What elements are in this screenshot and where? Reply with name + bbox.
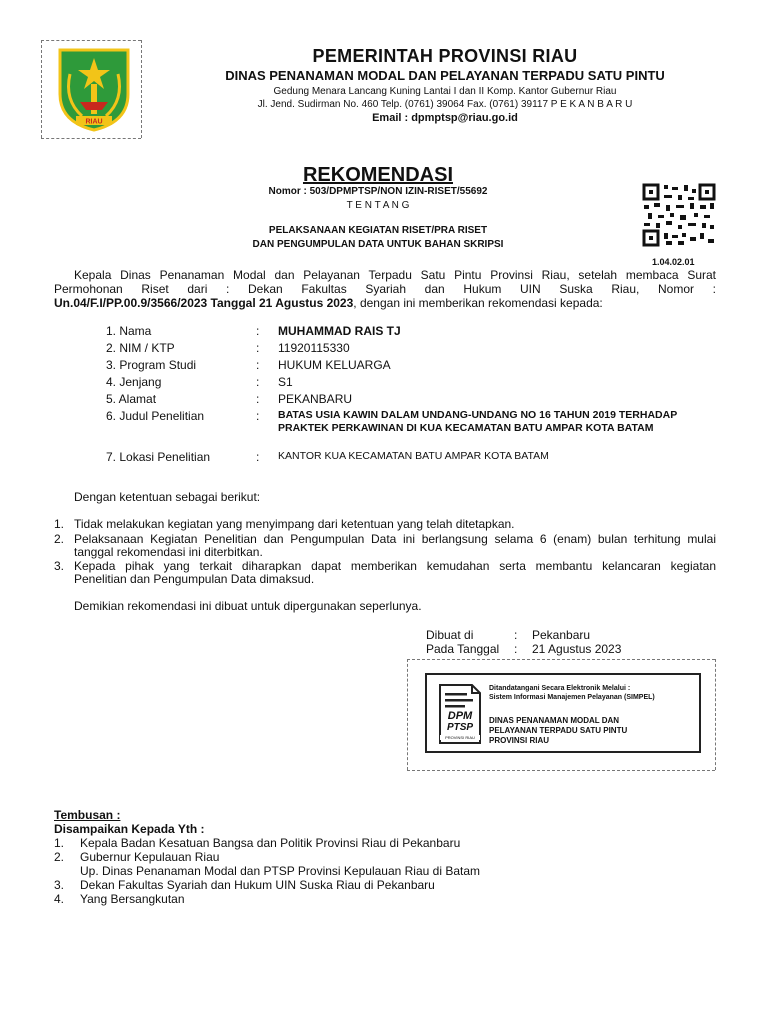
address-line-2: Jl. Jend. Sudirman No. 460 Telp. (0761) 39064 Fax. (0761) 39117 P E K A N B A R U <box>257 99 633 110</box>
tembusan-subtitle: Disampaikan Kepada Yth : <box>54 822 205 836</box>
office-line-3: PROVINSI RIAU <box>489 736 550 745</box>
detail-value-judul-line-2: PRAKTEK PERKAWINAN DI KUA KECAMATAN BATU AMPAR KOTA BATAM <box>278 422 654 434</box>
condition-text: Pelaksanaan Kegiatan Penelitian dan Pengumpulan Data ini berlangsung selama 6 (enam) bulan terhitung mulai <box>74 532 716 546</box>
date-colon: : <box>514 642 518 656</box>
tembusan-item: Kepala Badan Kesatuan Bangsa dan Politik Provinsi Riau di Pekanbaru <box>80 836 461 850</box>
detail-value-program-studi: HUKUM KELUARGA <box>278 358 391 372</box>
email-line: Email : dpmptsp@riau.go.id <box>372 112 518 124</box>
subject-line-1: PELAKSANAAN KEGIATAN RISET/PRA RISET <box>268 225 488 236</box>
condition-number: 3. <box>54 559 65 573</box>
condition-text-continued: tanggal rekomendasi ini diterbitkan. <box>74 545 263 559</box>
frame-line <box>41 40 42 138</box>
tembusan-item: Gubernur Kepulauan Riau <box>80 850 220 864</box>
place-label: Dibuat di <box>426 628 474 642</box>
detail-label-program-studi: 3. Program Studi <box>106 358 197 372</box>
place-colon: : <box>514 628 518 642</box>
detail-value-judul-line-1: BATAS USIA KAWIN DALAM UNDANG-UNDANG NO 16 TAHUN 2019 TERHADAP <box>278 409 678 421</box>
qr-code-label: 1.04.02.01 <box>652 257 695 267</box>
esign-line-2: Sistem Informasi Manajemen Pelayanan (SIMPEL) <box>489 694 655 701</box>
office-line-1: DINAS PENANAMAN MODAL DAN <box>489 716 620 725</box>
tembusan-item-continued: Up. Dinas Penanaman Modal dan PTSP Provinsi Kepulauan Riau di Batam <box>80 864 481 878</box>
closing-statement: Demikian rekomendasi ini dibuat untuk dipergunakan seperlunya. <box>74 599 422 613</box>
detail-label-alamat: 5. Alamat <box>106 392 157 406</box>
ptsp-logo-text: PTSP <box>441 723 479 733</box>
date-value: 21 Agustus 2023 <box>532 642 622 656</box>
agency-name: DINAS PENANAMAN MODAL DAN PELAYANAN TERPADU SATU PINTU <box>225 68 665 83</box>
detail-value-jenjang: S1 <box>278 375 293 389</box>
detail-value-nama: MUHAMMAD RAIS TJ <box>278 324 401 338</box>
tembusan-title: Tembusan : <box>54 808 121 822</box>
condition-number: 1. <box>54 517 65 531</box>
detail-value-lokasi: KANTOR KUA KECAMATAN BATU AMPAR KOTA BATAM <box>278 450 549 462</box>
detail-colon: : <box>256 341 260 355</box>
qr-code-icon <box>642 183 716 247</box>
frame-line <box>407 659 715 660</box>
detail-colon: : <box>256 409 260 423</box>
intro-line-3-rest: , dengan ini memberikan rekomendasi kepada: <box>353 296 603 310</box>
tembusan-number: 1. <box>54 836 65 850</box>
frame-line <box>407 770 715 771</box>
reference-letter-number: Un.04/F.I/PP.00.9/3566/2023 Tanggal 21 Agustus 2023 <box>54 296 354 310</box>
frame-line <box>407 659 408 770</box>
tembusan-number: 3. <box>54 878 65 892</box>
detail-value-alamat: PEKANBARU <box>278 392 353 406</box>
frame-line <box>41 138 141 139</box>
place-value: Pekanbaru <box>532 628 591 642</box>
dpm-logo-text: DPM <box>441 711 479 722</box>
frame-line <box>141 40 142 138</box>
tembusan-item: Dekan Fakultas Syariah dan Hukum UIN Suska Riau di Pekanbaru <box>80 878 435 892</box>
condition-number: 2. <box>54 532 65 546</box>
document-number: Nomor : 503/DPMPTSP/NON IZIN-RISET/55692 <box>268 186 488 197</box>
frame-line <box>41 40 141 41</box>
detail-label-nim: 2. NIM / KTP <box>106 341 175 355</box>
conditions-intro: Dengan ketentuan sebagai berikut: <box>74 490 261 504</box>
condition-text: Tidak melakukan kegiatan yang menyimpang dari ketentuan yang telah ditetapkan. <box>74 517 515 531</box>
detail-label-judul: 6. Judul Penelitian <box>106 409 205 423</box>
tentang-label: T E N T A N G <box>346 200 410 211</box>
tembusan-number: 2. <box>54 850 65 864</box>
detail-label-jenjang: 4. Jenjang <box>106 375 162 389</box>
logo-caption: PROVINSI RIAU <box>440 735 480 740</box>
address-line-1: Gedung Menara Lancang Kuning Lantai I dan II Komp. Kantor Gubernur Riau <box>273 86 617 97</box>
riau-emblem-logo <box>50 44 138 132</box>
tembusan-item: Yang Bersangkutan <box>80 892 185 906</box>
detail-colon: : <box>256 450 260 464</box>
intro-line-1: Kepala Dinas Penanaman Modal dan Pelayanan Terpadu Satu Pintu Provinsi Riau, setelah membaca Surat <box>74 268 716 282</box>
subject-line-2: DAN PENGUMPULAN DATA UNTUK BAHAN SKRIPSI <box>252 239 504 250</box>
detail-label-lokasi: 7. Lokasi Penelitian <box>106 450 211 464</box>
detail-colon: : <box>256 358 260 372</box>
office-line-2: PELAYANAN TERPADU SATU PINTU <box>489 726 628 735</box>
logo-text: RIAU <box>85 118 103 126</box>
document-title: REKOMENDASI <box>302 164 453 186</box>
esign-line-1: Ditandatangani Secara Elektronik Melalui : <box>489 685 631 692</box>
intro-line-3 <box>54 296 716 310</box>
condition-text: Kepada pihak yang terkait diharapkan dapat memberikan kemudahan serta membantu kelancaran kegiatan <box>74 559 716 573</box>
detail-label-nama: 1. Nama <box>106 324 152 338</box>
detail-colon: : <box>256 392 260 406</box>
detail-colon: : <box>256 375 260 389</box>
date-label: Pada Tanggal <box>426 642 500 656</box>
intro-line-2: Permohonan Riset dari : Dekan Fakultas Syariah dan Hukum UIN Suska Riau, Nomor : <box>54 282 716 296</box>
detail-colon: : <box>256 324 260 338</box>
condition-text-continued: Penelitian dan Pengumpulan Data dimaksud. <box>74 572 315 586</box>
government-title: PEMERINTAH PROVINSI RIAU <box>312 46 578 66</box>
detail-value-nim: 11920115330 <box>278 341 350 355</box>
frame-line <box>715 659 716 770</box>
tembusan-number: 4. <box>54 892 65 906</box>
